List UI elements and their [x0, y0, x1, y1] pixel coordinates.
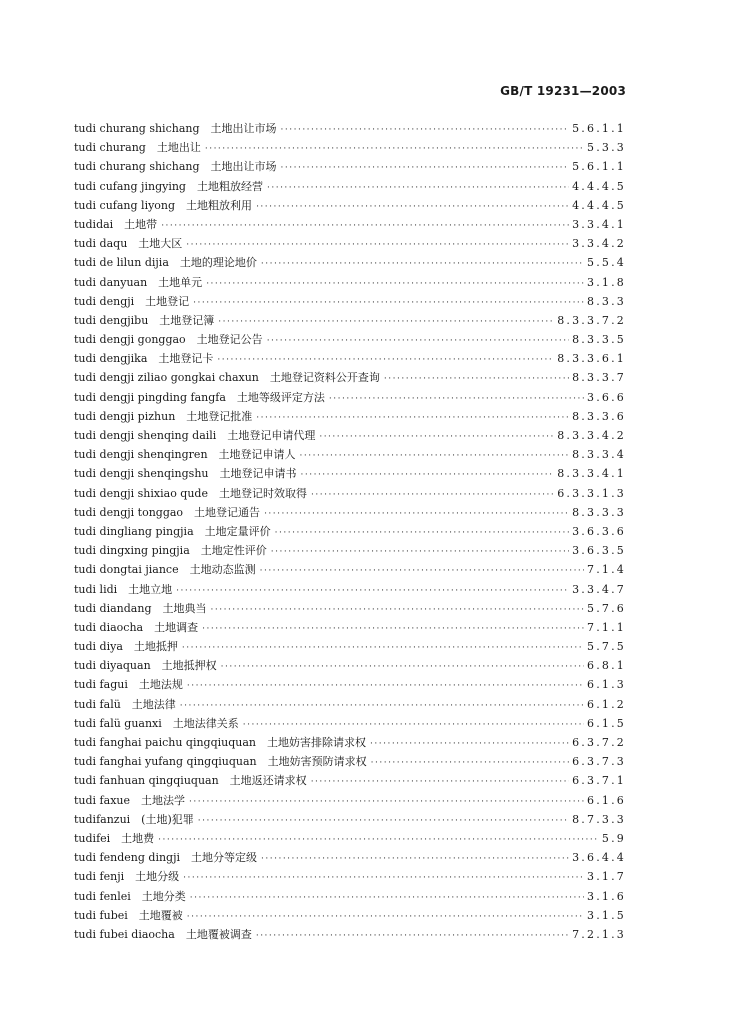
index-entry — [74, 580, 626, 599]
entry-reference-number: 3.3.4.2 — [572, 237, 626, 251]
index-entry — [74, 388, 626, 407]
entry-term: tudi falü 土地法律 — [74, 697, 176, 711]
index-entry — [74, 925, 626, 944]
dot-leader — [264, 505, 569, 524]
entry-term: tudi dongtai jiance 土地动态监测 — [74, 563, 256, 577]
entry-reference-number: 8.3.3.6 — [572, 409, 626, 423]
index-entry — [74, 253, 626, 272]
entry-reference-number: 3.1.7 — [587, 870, 626, 884]
entry-term: tudi dengji ziliao gongkai chaxun 土地登记资料公开查询 — [74, 371, 380, 385]
entry-reference-number: 3.1.8 — [587, 275, 626, 289]
entry-term: tudi fubei 土地覆被 — [74, 908, 183, 922]
entry-term: tudi fanhuan qingqiuquan 土地返还请求权 — [74, 774, 307, 788]
entry-term: tudi fendeng dingji 土地分等定级 — [74, 851, 258, 865]
index-entry — [74, 311, 626, 330]
entry-term: tudi dingxing pingjia 土地定性评价 — [74, 544, 267, 558]
entry-reference-number: 8.3.3.3 — [572, 505, 626, 519]
entry-term: tudi lidi 土地立地 — [74, 582, 173, 596]
dot-leader — [329, 390, 584, 409]
entry-term: tudi churang 土地出让 — [74, 141, 201, 155]
entry-reference-number: 3.6.3.6 — [572, 524, 626, 538]
index-entry — [74, 733, 626, 752]
index-entry — [74, 215, 626, 234]
dot-leader — [371, 754, 569, 773]
entry-reference-number: 3.6.6 — [587, 390, 626, 404]
index-entry — [74, 445, 626, 464]
index-entry — [74, 273, 626, 292]
entry-reference-number: 5.7.5 — [587, 640, 626, 654]
entry-term: tudi diyaquan 土地抵押权 — [74, 659, 217, 673]
entry-term: tudi cufang jingying 土地粗放经营 — [74, 179, 263, 193]
index-entry — [74, 484, 626, 503]
dot-leader — [183, 869, 584, 888]
entry-term: tudi danyuan 土地单元 — [74, 275, 203, 289]
index-entry — [74, 349, 626, 368]
entry-term: tudi dengji pizhun 土地登记批准 — [74, 409, 253, 423]
dot-leader — [161, 217, 569, 236]
entry-term: tudi dingliang pingjia 土地定量评价 — [74, 524, 271, 538]
entry-reference-number: 8.3.3.7 — [572, 371, 626, 385]
entry-term: tudi dengji shenqing daili 土地登记申请代理 — [74, 429, 316, 442]
index-entry — [74, 791, 626, 810]
entry-term: tudi diya 土地抵押 — [74, 640, 178, 654]
index-entry — [74, 541, 626, 560]
entry-reference-number: 3.6.4.4 — [572, 851, 626, 865]
entry-reference-number: 7.1.1 — [587, 620, 626, 634]
entry-reference-number: 6.3.7.3 — [572, 755, 626, 769]
dot-leader — [261, 850, 569, 869]
dot-leader — [221, 658, 584, 677]
entry-reference-number: 6.3.7.2 — [572, 736, 626, 749]
index-entry — [74, 138, 626, 157]
dot-leader — [281, 121, 570, 140]
entry-term: tudi churang shichang 土地出让市场 — [74, 122, 277, 135]
entry-reference-number: 6.1.3 — [587, 678, 626, 692]
entry-term: tudi fanghai paichu qingqiuquan 土地妨害排除请求权 — [74, 736, 367, 749]
index-entry — [74, 656, 626, 675]
entry-reference-number: 8.7.3.3 — [572, 812, 626, 826]
dot-leader — [256, 927, 569, 946]
entry-term: tudi de lilun dijia 土地的理论地价 — [74, 256, 257, 270]
dot-leader — [301, 466, 555, 485]
entry-reference-number: 8.3.3.4.2 — [557, 429, 626, 442]
index-entry — [74, 848, 626, 867]
entry-term: tudi dengjika 土地登记卡 — [74, 352, 214, 366]
dot-leader — [281, 159, 570, 178]
entry-reference-number: 7.2.1.3 — [572, 927, 626, 941]
index-entry — [74, 157, 626, 176]
entry-term: tudi churang shichang 土地出让市场 — [74, 160, 277, 174]
entry-term: tudi dengji 土地登记 — [74, 294, 190, 308]
dot-leader — [218, 313, 554, 332]
entry-reference-number: 3.3.4.7 — [572, 582, 626, 596]
entry-term: tudi cufang liyong 土地粗放利用 — [74, 198, 253, 212]
entry-term: tudi fanghai yufang qingqiuquan 土地妨害预防请求权 — [74, 755, 367, 769]
index-entry — [74, 560, 626, 579]
index-entry — [74, 752, 626, 771]
index-entry — [74, 119, 626, 138]
index-entry — [74, 407, 626, 426]
entry-reference-number: 4.4.4.5 — [572, 198, 626, 212]
entry-term: tudi falü guanxi 土地法律关系 — [74, 716, 239, 730]
index-entry — [74, 829, 626, 848]
dot-leader — [193, 294, 584, 313]
index-list — [74, 119, 626, 944]
entry-term: tudi dengji gonggao 土地登记公告 — [74, 333, 263, 347]
entry-term: tudi fubei diaocha 土地覆被调查 — [74, 927, 252, 941]
dot-leader — [256, 198, 569, 217]
entry-reference-number: 8.3.3 — [587, 294, 626, 308]
index-entry — [74, 368, 626, 387]
entry-reference-number: 5.6.1.1 — [572, 160, 626, 174]
index-entry — [74, 695, 626, 714]
entry-reference-number: 8.3.3.5 — [572, 333, 626, 347]
dot-leader — [198, 812, 569, 831]
dot-leader — [206, 275, 584, 294]
entry-term: tudi fagui 土地法规 — [74, 678, 183, 692]
dot-leader — [260, 562, 584, 581]
index-entry — [74, 906, 626, 925]
entry-reference-number: 5.9 — [601, 831, 626, 845]
index-entry — [74, 330, 626, 349]
entry-reference-number: 6.3.3.1.3 — [557, 486, 626, 500]
entry-term: tudi dengji pingding fangfa 土地等级评定方法 — [74, 390, 325, 404]
entry-reference-number: 6.1.5 — [587, 716, 626, 730]
dot-leader — [300, 447, 570, 466]
dot-leader — [311, 773, 569, 792]
entry-reference-number: 7.1.4 — [587, 563, 626, 577]
entry-reference-number: 3.3.4.1 — [572, 217, 626, 231]
index-entry — [74, 522, 626, 541]
entry-reference-number: 5.7.6 — [587, 601, 626, 615]
dot-leader — [267, 179, 569, 198]
index-entry — [74, 887, 626, 906]
entry-reference-number: 8.3.3.7.2 — [557, 313, 626, 327]
dot-leader — [267, 332, 569, 351]
entry-reference-number: 5.5.4 — [587, 256, 626, 270]
entry-term: tudi fenlei 土地分类 — [74, 889, 186, 903]
standard-code-header: GB/T 19231—2003 — [500, 84, 626, 98]
dot-leader — [211, 601, 585, 620]
dot-leader — [275, 524, 569, 543]
entry-term: tudi dengji shenqingren 土地登记申请人 — [74, 448, 296, 462]
index-entry — [74, 810, 626, 829]
entry-term: tudi diandang 土地典当 — [74, 601, 207, 615]
index-entry — [74, 637, 626, 656]
entry-term: tudi diaocha 土地调查 — [74, 620, 199, 634]
entry-reference-number: 3.1.6 — [587, 889, 626, 903]
index-entry — [74, 771, 626, 790]
dot-leader — [176, 582, 569, 601]
entry-reference-number: 6.1.2 — [587, 697, 626, 711]
dot-leader — [202, 620, 584, 639]
dot-leader — [190, 889, 584, 908]
dot-leader — [311, 486, 554, 505]
index-entry — [74, 177, 626, 196]
index-entry — [74, 599, 626, 618]
entry-reference-number: 3.1.5 — [587, 908, 626, 922]
dot-leader — [187, 677, 584, 696]
index-entry — [74, 503, 626, 522]
entry-term: tudi dengji shenqingshu 土地登记申请书 — [74, 467, 297, 481]
index-entry — [74, 292, 626, 311]
dot-leader — [261, 255, 584, 274]
entry-reference-number: 8.3.3.6.1 — [557, 352, 626, 366]
entry-term: tudi dengjibu 土地登记簿 — [74, 313, 215, 327]
index-entry — [74, 234, 626, 253]
entry-reference-number: 8.3.3.4.1 — [557, 467, 626, 481]
entry-term: tudifei 土地费 — [74, 831, 155, 845]
entry-term: tudi faxue 土地法学 — [74, 793, 185, 807]
entry-term: tudifanzui (土地)犯罪 — [74, 812, 194, 826]
entry-reference-number: 6.3.7.1 — [572, 774, 626, 788]
entry-term: tudi daqu 土地大区 — [74, 237, 183, 251]
dot-leader — [182, 639, 584, 658]
dot-leader — [271, 543, 569, 562]
dot-leader — [189, 793, 584, 812]
entry-term: tudi dengji shixiao qude 土地登记时效取得 — [74, 486, 307, 500]
dot-leader — [384, 370, 569, 389]
entry-term: tudi fenji 土地分级 — [74, 870, 180, 884]
dot-leader — [370, 735, 569, 754]
index-entry — [74, 196, 626, 215]
index-entry — [74, 426, 626, 445]
index-entry — [74, 714, 626, 733]
entry-term: tudidai 土地带 — [74, 217, 158, 231]
index-entry — [74, 675, 626, 694]
entry-reference-number: 5.3.3 — [587, 141, 626, 155]
entry-reference-number: 3.6.3.5 — [572, 544, 626, 558]
entry-reference-number: 6.1.6 — [587, 793, 626, 807]
dot-leader — [319, 428, 554, 447]
index-entry — [74, 618, 626, 637]
index-entry — [74, 464, 626, 483]
entry-reference-number: 6.8.1 — [587, 659, 626, 673]
index-entry — [74, 867, 626, 886]
entry-reference-number: 4.4.4.5 — [572, 179, 626, 193]
entry-term: tudi dengji tonggao 土地登记通告 — [74, 505, 261, 519]
entry-reference-number: 8.3.3.4 — [572, 448, 626, 462]
entry-reference-number: 5.6.1.1 — [572, 122, 626, 135]
